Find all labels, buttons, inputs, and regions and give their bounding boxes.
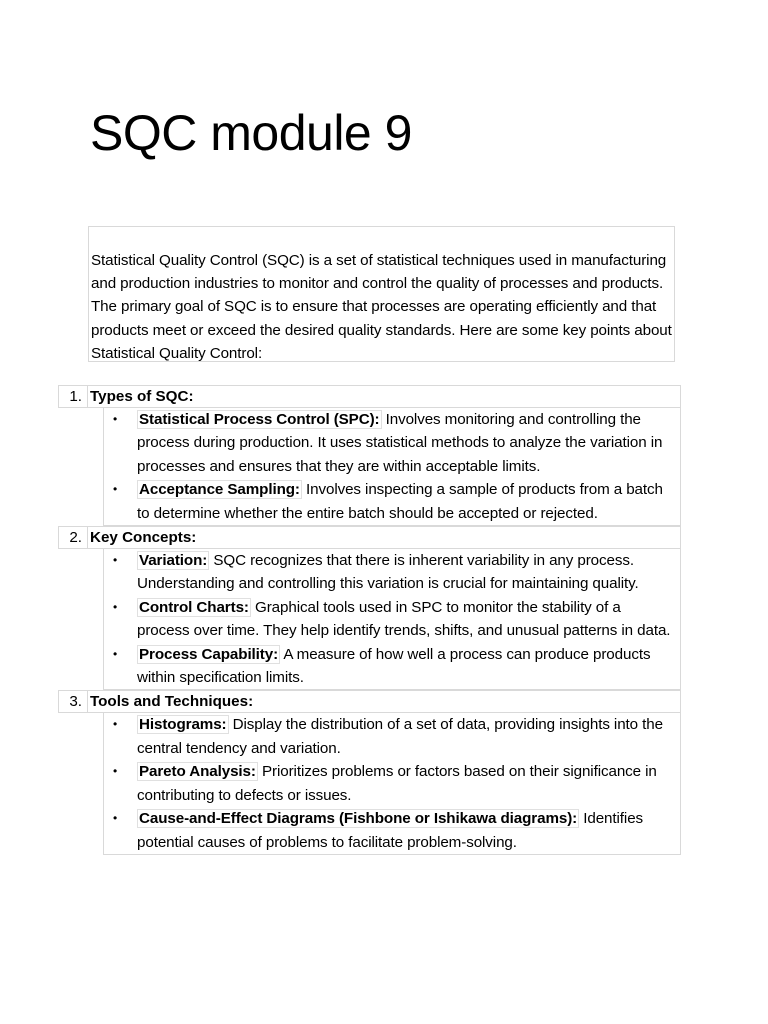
term-description: Involves inspecting a sample of products from a batch to determine whether the entire batch should be accepted or rejected. bbox=[137, 481, 663, 522]
term-description: Display the distribution of a set of data, providing insights into the central tendency and variation. bbox=[137, 716, 663, 757]
list-number: 1. bbox=[69, 388, 82, 405]
list-item bbox=[104, 596, 680, 643]
list-number: 3. bbox=[69, 693, 82, 711]
term-description: Identifies potential causes of problems to facilitate problem-solving. bbox=[137, 810, 644, 851]
term-description: Prioritizes problems or factors based on their significance in contributing to defects or issues. bbox=[137, 763, 657, 804]
term-label: Control Charts: bbox=[139, 598, 249, 616]
section-heading: Key Concepts: bbox=[90, 527, 681, 549]
term-label: Histograms: bbox=[139, 716, 227, 734]
list-item bbox=[104, 643, 680, 690]
list-number-cell bbox=[58, 526, 88, 549]
bullet-icon: • bbox=[113, 482, 118, 497]
intro-paragraph: Statistical Quality Control (SQC) is a set of statistical techniques used in manufacturing and production industries to monitor and control the quality of processes and products. The primary goal of SQC is to ensure that processes are operating efficiently and that products meet or exceed the desired quality standards. Here are some key points about Statistical Quality Control: bbox=[88, 226, 675, 362]
term-label: Acceptance Sampling: bbox=[139, 481, 300, 499]
list-item bbox=[104, 807, 680, 854]
list-number: 2. bbox=[69, 529, 82, 547]
bullet-icon: • bbox=[113, 717, 118, 732]
term-label: Cause-and-Effect Diagrams (Fishbone or Ishikawa diagrams): bbox=[139, 810, 578, 828]
term-label: Statistical Process Control (SPC): bbox=[139, 411, 380, 428]
bullet-icon: • bbox=[113, 599, 118, 614]
bullet-icon: • bbox=[113, 646, 118, 661]
list-item bbox=[104, 549, 680, 596]
term-label: Variation: bbox=[139, 552, 208, 570]
bullet-list bbox=[103, 549, 681, 690]
page-title: SQC module 9 bbox=[90, 105, 412, 161]
numbered-list bbox=[58, 385, 681, 855]
bullet-icon: • bbox=[113, 412, 118, 426]
section-heading: Types of SQC: bbox=[90, 386, 681, 408]
list-item bbox=[104, 408, 680, 478]
bullet-list bbox=[103, 408, 681, 526]
list-item-heading bbox=[58, 690, 681, 713]
term-description: Involves monitoring and controlling the process during production. It uses statistical methods to analyze the variation in processes and ensures that they are within acceptable limits. bbox=[137, 411, 663, 475]
list-item bbox=[104, 478, 680, 525]
term-label: Process Capability: bbox=[139, 645, 279, 663]
list-number-cell bbox=[58, 690, 88, 713]
bullet-icon: • bbox=[113, 764, 118, 779]
list-item bbox=[104, 713, 680, 760]
term-description: Graphical tools used in SPC to monitor the stability of a process over time. They help identify trends, shifts, and unusual patterns in data. bbox=[137, 598, 671, 640]
list-item-heading bbox=[58, 385, 681, 408]
term-description: SQC recognizes that there is inherent variability in any process. Understanding and controlling this variation is crucial for maintaining quality. bbox=[137, 552, 639, 593]
bullet-list bbox=[103, 713, 681, 854]
list-number-cell bbox=[58, 385, 88, 408]
section-heading: Tools and Techniques: bbox=[90, 691, 681, 713]
term-label: Pareto Analysis: bbox=[139, 763, 256, 781]
bullet-icon: • bbox=[113, 553, 118, 568]
bullet-icon: • bbox=[113, 811, 118, 826]
list-item bbox=[104, 760, 680, 807]
term-description: A measure of how well a process can produce products within specification limits. bbox=[137, 645, 651, 687]
list-item-heading bbox=[58, 526, 681, 549]
